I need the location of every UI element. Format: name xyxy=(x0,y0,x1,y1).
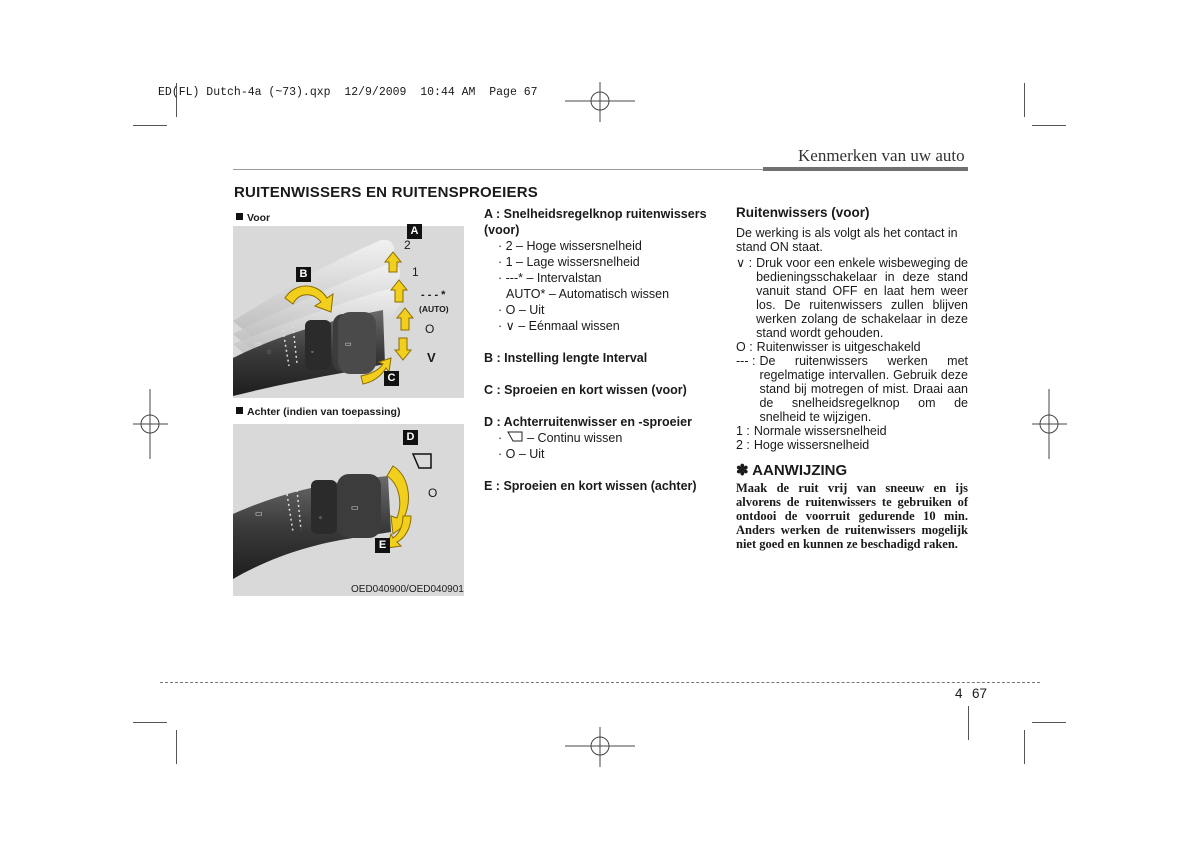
header-bar xyxy=(763,167,968,171)
note-body: Maak de ruit vrij van sneeuw en ijs alvorens de ruitenwissers te gebruiken of ontdooi de voorruit gedurende 10 min. Anders werken de ruitenwissers mogelijk niet goed en kunnen ze beschadigd raken. xyxy=(736,481,968,551)
registration-mark-top xyxy=(565,82,635,122)
legend-a-item: AUTO* – Automatisch wissen xyxy=(506,287,670,301)
svg-text:◦: ◦ xyxy=(311,349,314,356)
rear-wiper-stalk-illustration xyxy=(233,424,464,596)
front-wiper-description xyxy=(736,206,968,551)
legend-a-item: · O – Uit xyxy=(498,303,545,317)
svg-text:▭: ▭ xyxy=(255,509,263,518)
section-title: RUITENWISSERS EN RUITENSPROEIERS xyxy=(234,184,538,201)
callout-a-badge: A xyxy=(407,224,422,239)
rear-figure-label: Achter (indien van toepassing) xyxy=(236,406,400,418)
legend-d-item: · O – Uit xyxy=(498,447,545,461)
legend-a-item: · ---* – Intervalstan xyxy=(498,271,602,285)
description-entry: --- : De ruitenwissers werken met regelmatige intervallen. Gebruik deze stand bij motregen of mist. Draai aan de snelheidsregelknop om de snelheid te wijzigen. xyxy=(736,354,968,424)
legend-d-item: · – Continu wissen xyxy=(498,431,623,445)
legend-a-item: · 1 – Lage wissersnelheid xyxy=(498,255,640,269)
svg-text:▭: ▭ xyxy=(351,503,359,512)
svg-text:▭: ▭ xyxy=(255,341,262,348)
rear-off-label: O xyxy=(428,486,438,500)
callout-c-badge: C xyxy=(384,371,399,386)
rear-direction-arrows xyxy=(387,466,411,548)
legend-a-item: · ∨ – Eénmaal wissen xyxy=(498,319,620,333)
square-bullet-icon xyxy=(236,213,243,220)
description-entry: O : Ruitenwisser is uitgeschakeld xyxy=(736,340,921,354)
control-legend xyxy=(484,206,720,494)
print-slug: ED(FL) Dutch-4a (~73).qxp 12/9/2009 10:44 AM Page 67 xyxy=(158,86,538,99)
position-1-label: 1 xyxy=(412,265,419,279)
auto-label: (AUTO) xyxy=(419,304,449,314)
registration-mark-left xyxy=(133,389,168,459)
legend-a-title: A : Snelheidsregelknop ruitenwissers (voor) xyxy=(484,207,707,237)
note-title: ✽ AANWIJZING xyxy=(736,462,848,479)
running-head: Kenmerken van uw auto xyxy=(798,146,965,165)
description-entry: ∨ : Druk voor een enkele wisbeweging de bedieningsschakelaar in deze stand vanuit stand OFF en laat hem weer los. De ruitenwissers zullen blijven werken zolang de schakelaar in deze stand wordt gehouden. xyxy=(736,256,968,340)
position-2-label: 2 xyxy=(404,238,411,252)
legend-b-title: B : Instelling lengte Interval xyxy=(484,351,648,365)
legend-e-title: E : Sproeien en kort wissen (achter) xyxy=(484,479,697,493)
off-label: O xyxy=(425,322,435,336)
header-rule xyxy=(233,169,763,170)
front-wiper-figure xyxy=(233,226,464,398)
rear-wipe-icon xyxy=(506,431,524,443)
intro-text: De werking is als volgt als het contact in stand ON staat. xyxy=(736,226,958,254)
bullet: · xyxy=(498,431,506,445)
chapter-number: 4 xyxy=(955,686,963,701)
legend-a-item: · 2 – Hoge wissersnelheid xyxy=(498,239,642,253)
svg-text:▭: ▭ xyxy=(345,341,352,348)
page-number: 67 xyxy=(972,686,988,701)
square-bullet-icon xyxy=(236,407,243,414)
callout-d-badge: D xyxy=(403,430,418,445)
registration-mark-right xyxy=(1032,389,1067,459)
description-entry: 2 : Hoge wissersnelheid xyxy=(736,438,870,452)
rear-wiper-figure xyxy=(233,424,464,596)
interval-label: - - - * xyxy=(421,289,446,301)
callout-e-badge: E xyxy=(375,538,390,553)
front-figure-label: Voor xyxy=(236,212,270,224)
description-entry: 1 : Normale wissersnelheid xyxy=(736,424,887,438)
registration-mark-bottom xyxy=(565,727,635,767)
svg-text:◌: ◌ xyxy=(267,349,272,356)
callout-b-badge: B xyxy=(296,267,311,282)
svg-text:◦: ◦ xyxy=(319,513,322,522)
legend-c-title: C : Sproeien en kort wissen (voor) xyxy=(484,383,687,397)
subsection-heading: Ruitenwissers (voor) xyxy=(736,205,870,220)
figure-code: OED040900/OED040901 xyxy=(351,584,464,595)
footer-dashed-rule xyxy=(160,682,1040,683)
legend-d-title: D : Achterruitenwisser en -sproeier xyxy=(484,415,692,429)
rear-wipe-symbol-icon xyxy=(413,454,431,468)
mist-label: V xyxy=(427,350,436,365)
